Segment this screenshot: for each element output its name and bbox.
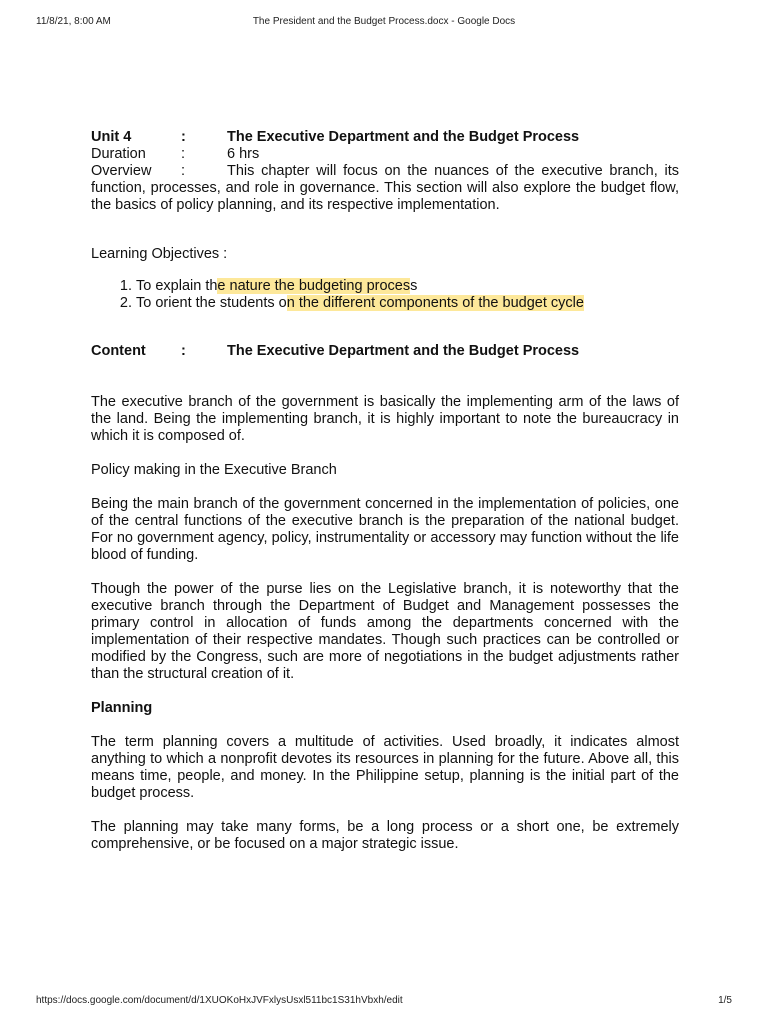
overview-row <box>91 163 679 214</box>
content-label: Content <box>91 343 146 359</box>
objective-item: 2. To orient the students on the different components of the budget cycle <box>136 295 679 312</box>
section-heading: Policy making in the Executive Branch <box>91 462 337 478</box>
paragraph: The executive branch of the government is basically the implementing arm of the laws of the land. Being the implementing branch, it is highly important to note the bureaucracy in which it is composed of. <box>91 394 679 444</box>
unit-label: Unit 4 <box>91 129 132 145</box>
duration-value: 6 hrs <box>227 146 260 162</box>
unit-title: The Executive Department and the Budget Process <box>227 129 580 145</box>
page-url: https://docs.google.com/document/d/1XUOKoHxJVFxlysUsxl511bc1S31hVbxh/edit <box>36 995 403 1006</box>
colon: : <box>181 129 186 145</box>
paragraph: The term planning covers a multitude of activities. Used broadly, it indicates almost anything to which a nonprofit devotes its resources in planning for the future. Above all, this means time, people, and money. In the Philippine setup, planning is the initial part of the budget process. <box>91 734 679 801</box>
paragraph: Though the power of the purse lies on the Legislative branch, it is noteworthy that the executive branch through the Department of Budget and Management possesses the primary control in allocation of funds among the departments concerned with the implementation of their respective mandates. Though such practices can be controlled or modified by the Congress, such are more of negotiations in the budget adjustments rather than the structural creation of it. <box>91 581 679 682</box>
document-body <box>91 129 679 853</box>
overview-label: Overview <box>91 163 152 179</box>
highlight: n the different components of the budget cycle <box>286 295 584 311</box>
unit-row <box>91 129 679 146</box>
duration-row <box>91 146 679 163</box>
colon: : <box>181 163 186 179</box>
document-title: The President and the Budget Process.docx - Google Docs <box>252 16 516 27</box>
colon: : <box>181 343 186 359</box>
highlight: e nature the budgeting proces <box>217 278 411 294</box>
paragraph: The planning may take many forms, be a long process or a short one, be extremely comprehensive, or be focused on a major strategic issue. <box>91 819 679 852</box>
colon: : <box>181 146 186 162</box>
paragraph: Being the main branch of the government concerned in the implementation of policies, one of the central functions of the executive branch is the preparation of the national budget. For no government agency, policy, instrumentality or accessory may function without the life blood of funding. <box>91 496 679 563</box>
duration-label: Duration <box>91 146 146 162</box>
print-datetime: 11/8/21, 8:00 AM <box>36 16 111 27</box>
planning-heading: Planning <box>91 700 153 716</box>
objectives-list <box>91 278 679 312</box>
objectives-heading: Learning Objectives : <box>91 246 228 262</box>
overview-text: This chapter will focus on the nuances of the executive branch, its function, processes, and role in governance. This section will also explore the budget flow, the basics of policy planning, and its respective implementation. <box>91 163 679 213</box>
content-row <box>91 343 679 360</box>
objective-item: 1. To explain the nature the budgeting process <box>136 278 679 295</box>
page-count: 1/5 <box>718 995 732 1006</box>
content-title: The Executive Department and the Budget Process <box>227 343 580 359</box>
